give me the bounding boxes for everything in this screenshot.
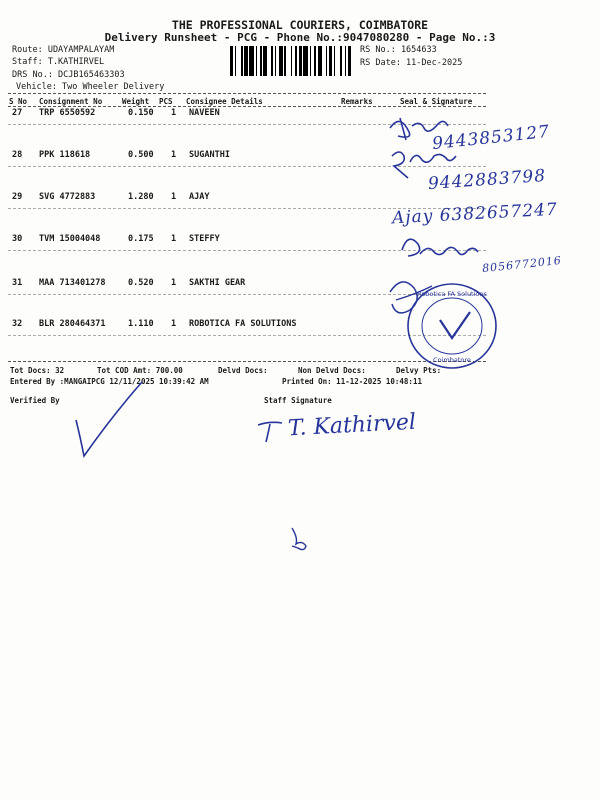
row-divider — [8, 294, 486, 295]
col-consignee: Consignee Details — [186, 97, 263, 106]
row-consignment: TRP 6550592 — [39, 108, 96, 118]
company-title: THE PROFESSIONAL COURIERS, COIMBATORE — [171, 18, 429, 32]
barcode — [230, 46, 356, 76]
total-docs: Tot Docs: 32 — [10, 366, 65, 375]
rs-date: RS Date: 11-Dec-2025 — [360, 58, 463, 68]
footer-divider — [8, 361, 486, 362]
row-sno: 30 — [12, 234, 23, 244]
col-weight: Weight — [122, 97, 150, 106]
col-sno: S No — [9, 97, 28, 106]
row-consignment: SVG 4772883 — [39, 192, 96, 202]
row-pcs: 1 — [171, 319, 177, 329]
bottom-ink-mark — [292, 528, 306, 550]
verified-by-signature — [76, 382, 142, 456]
total-cod: Tot COD Amt: 700.00 — [97, 366, 183, 375]
row-consignee: STEFFY — [189, 234, 220, 244]
row-handwriting: Ajay 6382657247 — [391, 199, 559, 229]
staff-label: Staff: T.KATHIRVEL — [12, 57, 105, 67]
row-sno: 27 — [12, 108, 23, 118]
staff-signature-name: T. Kathirvel — [287, 409, 417, 442]
row-consignment: BLR 280464371 — [39, 319, 106, 329]
row-consignee: NAVEEN — [189, 108, 220, 118]
route-label: Route: UDAYAMPALAYAM — [12, 45, 115, 55]
runsheet-subtitle: Delivery Runsheet - PCG - Phone No.:9047080280 - Page No.:3 — [104, 31, 496, 44]
row-consignment: TVM 15004048 — [39, 234, 101, 244]
stamp-text-top: Robotica FA Solutions — [417, 290, 487, 298]
row-consignee: ROBOTICA FA SOLUTIONS — [189, 319, 297, 329]
row-weight: 0.150 — [128, 108, 154, 118]
row-weight: 1.280 — [128, 192, 154, 202]
row-weight: 0.520 — [128, 278, 154, 288]
row-consignee: SAKTHI GEAR — [189, 278, 246, 288]
row-handwriting: 8056772016 — [481, 253, 563, 276]
row-pcs: 1 — [171, 234, 177, 244]
barcode-bar — [351, 46, 356, 76]
verified-by-label: Verified By — [10, 396, 60, 405]
col-pcs: PCS — [159, 97, 173, 106]
delivered-docs: Delvd Docs: — [218, 366, 268, 375]
row-consignee: SUGANTHI — [189, 150, 230, 160]
row-divider — [8, 250, 486, 251]
header-divider-top — [8, 93, 486, 94]
row-handwriting: 9442883798 — [427, 165, 547, 195]
row-weight: 0.175 — [128, 234, 154, 244]
col-remarks: Remarks — [341, 97, 373, 106]
row-divider — [8, 166, 486, 167]
delivery-points: Delvy Pts: — [396, 366, 442, 375]
row-sno: 29 — [12, 192, 23, 202]
row-divider — [8, 124, 486, 125]
row-consignment: MAA 713401278 — [39, 278, 106, 288]
row-weight: 1.110 — [128, 319, 154, 329]
row-pcs: 1 — [171, 150, 177, 160]
rs-number: RS No.: 1654633 — [360, 45, 437, 55]
row-divider — [8, 335, 486, 336]
staff-signature-label: Staff Signature — [264, 396, 332, 405]
row-consignee: AJAY — [189, 192, 210, 202]
row-consignment: PPK 118618 — [39, 150, 91, 160]
col-seal-signature: Seal & Signature — [400, 97, 473, 106]
non-delivered-docs: Non Delvd Docs: — [298, 366, 366, 375]
stamp-text-bottom: Coimbatore — [433, 356, 471, 364]
col-consignment: Consignment No — [39, 97, 103, 106]
vehicle-label: Vehicle: Two Wheeler Delivery — [16, 82, 165, 92]
entered-by: Entered By :MANGAIPCG 12/11/2025 10:39:42 AM — [10, 377, 209, 386]
printed-on: Printed On: 11-12-2025 10:48:11 — [282, 377, 422, 386]
row-sno: 28 — [12, 150, 23, 160]
row-sno: 32 — [12, 319, 23, 329]
header-divider-bottom — [8, 106, 486, 107]
staff-signature-strokes — [258, 422, 282, 442]
row-handwriting: 9443853127 — [431, 121, 551, 155]
row-pcs: 1 — [171, 278, 177, 288]
row-sno: 31 — [12, 278, 23, 288]
row-pcs: 1 — [171, 192, 177, 202]
drs-number: DRS No.: DCJB165463303 — [12, 70, 125, 80]
row-weight: 0.500 — [128, 150, 154, 160]
row-pcs: 1 — [171, 108, 177, 118]
